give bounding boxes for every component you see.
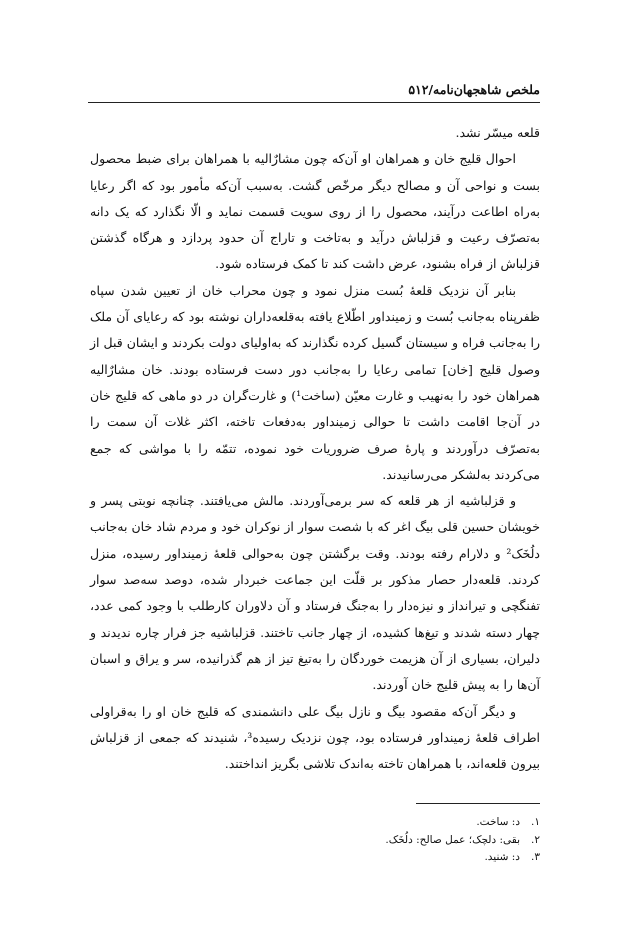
running-head: ملخص شاهجهان‌نامه/۵۱۲ (408, 82, 540, 97)
footnote-number: ۱. (531, 816, 540, 828)
footnote-1 (88, 814, 540, 832)
body-text (90, 120, 540, 777)
paragraph-2: احوال قلیج خان و همراهان او آن‌که چون مشارٌالیه با همراهان برای ضبط محصول بست و نواحی آن و مصالح دیگر مرخّص گشت. به‌سبب آن‌که مأمور بود که اگر رعایا به‌راه اطاعت درآیند، محصول را از روی سویت قسمت نماید و الّا نگذارد که یک دانه به‌تصرّف رعیت و قزلباش درآید و به‌تاخت و تاراج آن حدود پردازد و هرگاه گذشتن قزلباش از فراه بشنود، عرض داشت کند تا کمک فرستاده شود. (90, 151, 540, 272)
paragraph-4: و قزلباشیه از هر قلعه که سر برمی‌آوردند. مالش می‌یافتند. چنانچه نوبتی پسر و خویشان حسین قلی بیگ اغر که با شصت سوار از نوکران خود و مردم شاد خان به‌جانب دلُخَک² و دلارام رفته بودند. وقت برگشتن چون به‌حوالی قلعهٔ زمینداور رسیده، منزل کردند. قلعه‌دار حصار مذکور بر قلّت این جماعت خبردار شده، دوصد سه‌صد سوار تفنگچی و تیرانداز و نیزه‌دار را به‌جنگ فرستاد و آن دلاوران کارطلب با وجود کمی عدد، چهار دسته شدند و تیغ‌ها کشیده، از چهار جانب تاختند. قزلباشیه جز فرار چاره ندیدند و دلیران، بسیاری از آن هزیمت خوردگان را به‌تیغ تیز از هم گذرانیده، سر و یراق و اسبان آن‌ها را به پیش قلیج خان آوردند. (90, 493, 540, 693)
header-rule (88, 102, 540, 103)
paragraph-3: بنابر آن نزدیک قلعهٔ بُست منزل نمود و چون محراب خان از تعیین شدن سپاه ظفرپناه به‌جانب بُست و زمینداور اطّلاع یافته به‌قلعه‌داران نوشته بود که رعایای آن ملک را به‌جانب فراه و سیستان گسیل کرده نگذارند که به‌اولیای دولت بکردند و ایشان قبل از وصول قلیج [خان] تمامی رعایا را به‌جانب دور دست فرستاده بودند. خان مشارٌالیه همراهان خود را به‌نهیب و غارت معیّن (ساخت¹) و غارت‌گران در دو ماهی که قلیج خان در آن‌جا اقامت داشت تا حوالی زمینداور به‌دفعات تاخته، اکثر غلات آن سمت را به‌تصرّف درآوردند و پارهٔ صرف ضروریات خود نموده، تتمّه را با مواشی که جمع می‌کردند به‌لشکر می‌رسانیدند. (90, 282, 540, 482)
footnote-text: د: شنید. (484, 851, 520, 863)
footnote-rule (416, 803, 540, 804)
paragraph-1: قلعه میسّر نشد. (455, 125, 540, 140)
footnote-number: ۲. (531, 833, 540, 846)
footnote-number: ۳. (531, 851, 540, 863)
paragraph-5: و دیگر آن‌که مقصود بیگ و نازل بیگ علی دانشمندی که قلیج خان او را به‌قراولی اطراف قلعهٔ زمینداور فرستاده بود، چون نزدیک رسیده³، شنیدند که جمعی از قزلباش بیرون قلعه‌اند، با همراهان تاخته به‌اندک تلاشی بگریز انداختند. (90, 703, 540, 772)
footnote-2 (88, 832, 540, 850)
footnote-text: بقی: دلچک؛ عمل صالح: دلُخَک. (385, 833, 520, 846)
footnote-text: د: ساخت. (476, 816, 520, 828)
footnote-3 (88, 849, 540, 867)
footnotes (88, 814, 540, 867)
